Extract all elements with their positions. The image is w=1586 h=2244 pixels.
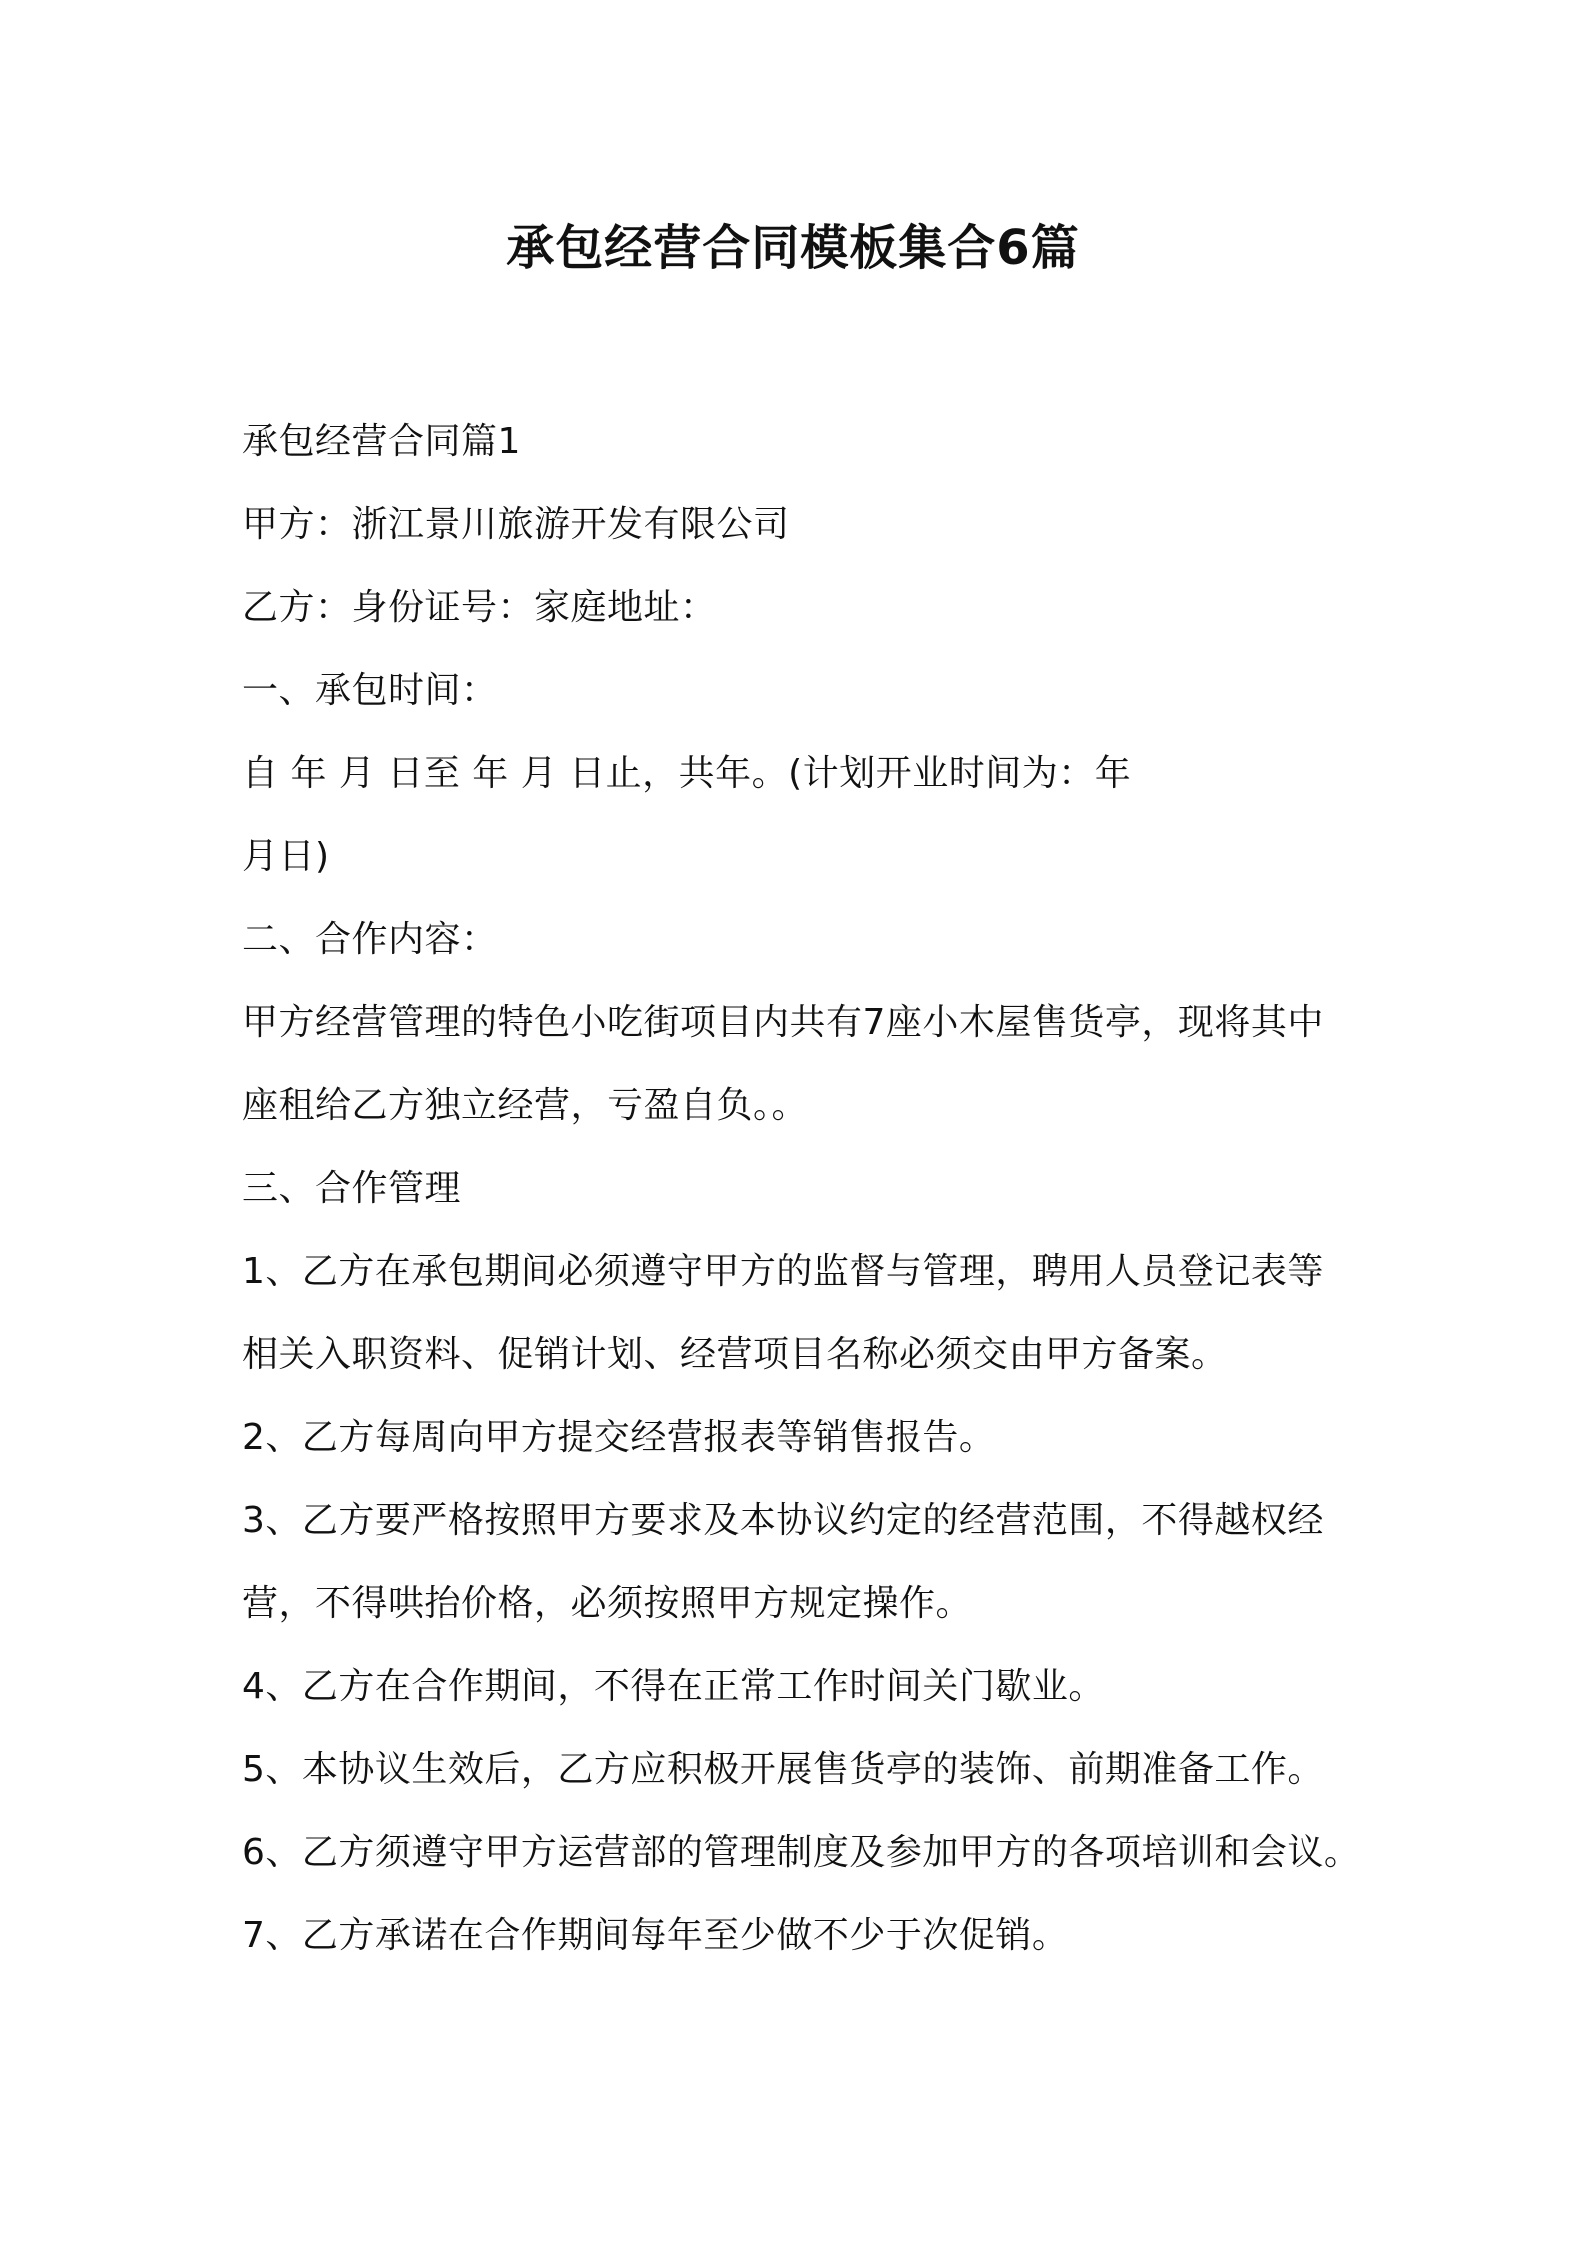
section-heading: 承包经营合同篇1 — [242, 421, 521, 462]
paragraph-line: 相关入职资料、促销计划、经营项目名称必须交由甲方备案。 — [242, 1334, 1228, 1375]
paragraph-line: 自 年 月 日至 年 月 日止，共年。(计划开业时间为：年 — [242, 753, 1132, 794]
paragraph-line: 座租给乙方独立经营，亏盈自负。。 — [242, 1085, 809, 1126]
paragraph-line: 7、乙方承诺在合作期间每年至少做不少于次促销。 — [242, 1915, 1069, 1956]
paragraph-line: 6、乙方须遵守甲方运营部的管理制度及参加甲方的各项培训和会议。 — [242, 1832, 1361, 1873]
paragraph-line: 营，不得哄抬价格，必须按照甲方规定操作。 — [242, 1583, 973, 1624]
clause-heading: 三、合作管理 — [242, 1168, 462, 1209]
paragraph-line: 5、本协议生效后，乙方应积极开展售货亭的装饰、前期准备工作。 — [242, 1749, 1324, 1790]
document-body — [242, 400, 1372, 1977]
party-b-line: 乙方：身份证号：家庭地址： — [242, 587, 717, 628]
party-a-line: 甲方：浙江景川旅游开发有限公司 — [242, 504, 790, 545]
paragraph-line: 4、乙方在合作期间，不得在正常工作时间关门歇业。 — [242, 1666, 1105, 1707]
paragraph-line: 甲方经营管理的特色小吃街项目内共有7座小木屋售货亭，现将其中 — [242, 1002, 1324, 1043]
paragraph-line: 2、乙方每周向甲方提交经营报表等销售报告。 — [242, 1417, 996, 1458]
clause-heading: 二、合作内容： — [242, 919, 498, 960]
document-title: 承包经营合同模板集合6篇 — [506, 220, 1080, 276]
clause-heading: 一、承包时间： — [242, 670, 498, 711]
paragraph-line: 月日) — [242, 836, 330, 877]
paragraph-line: 1、乙方在承包期间必须遵守甲方的监督与管理，聘用人员登记表等 — [242, 1251, 1324, 1292]
paragraph-line: 3、乙方要严格按照甲方要求及本协议约定的经营范围，不得越权经 — [242, 1500, 1324, 1541]
